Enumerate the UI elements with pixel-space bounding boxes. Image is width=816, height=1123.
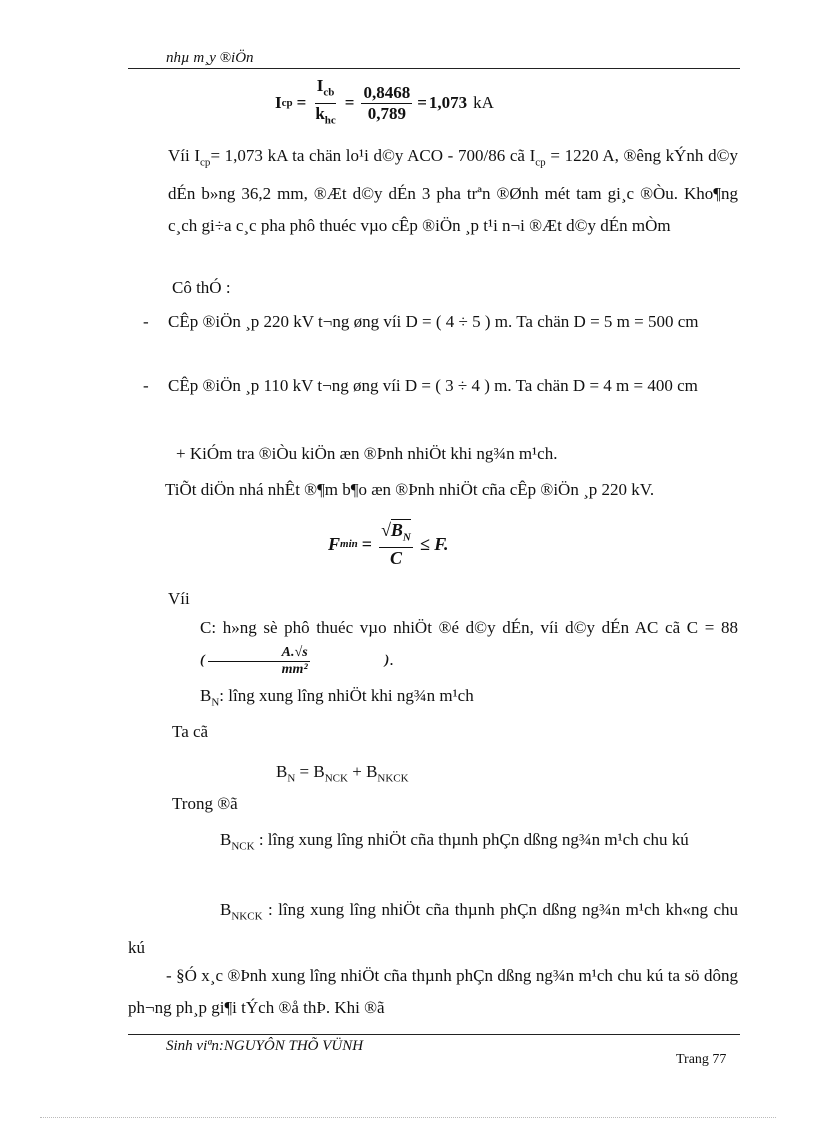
paragraph-voi: Víi <box>168 589 190 608</box>
paragraph-ta-co: Ta cã <box>172 722 209 741</box>
paragraph-1: Víi $I_{cp}= 1,073$ kA ta chän lo¹i d©y ACO - 700/86 cã $I_{cp} = 1220$ A, ®êng kÝnh d©y dÉn b»ng 36,2 mm, ®Æt d©y dÉn 3 pha trªn ®Ønh mét tam gi¸c ®Òu. Kho¶ng c¸ch gi÷a c¸c pha phô thuéc vµo cÊp ®iÖn ¸p t¹i n¬i ®Æt d©y dÉn mÒm <box>168 146 738 236</box>
equation-fmin: F min = $\frac{√B_N}{C}$ ≤ F. <box>328 519 449 569</box>
paragraph-bnck: $B_{NCK}$ : lîng xung lîng nhiÖt cña thµnh phÇn dßng ng¾n m¹ch chu kú <box>220 830 689 853</box>
header-rule <box>128 68 740 69</box>
paragraph-kiem-tra: + KiÓm tra ®iÒu kiÖn æn ®Þnh nhiÖt khi ng¾n m¹ch. <box>176 444 558 463</box>
bullet-marker-2: - <box>143 376 149 395</box>
paragraph-bn: $B_N$: lîng xung lîng nhiÖt khi ng¾n m¹ch <box>200 686 474 709</box>
page-header: nhµ m¸y ®iÖn <box>166 50 254 66</box>
paragraph-xac-dinh: - §Ó x¸c ®Þnh xung lîng nhiÖt cña thµnh phÇn dßng ng¾n m¹ch chu kú ta sö dông ph¬ng ph¸p gi¶i tÝch ®å thÞ. Khi ®ã <box>128 966 738 1017</box>
bullet-item-110kv: CÊp ®iÖn ¸p 110 kV t¬ng øng víi D = ( 3 ÷ 4 ) m. Ta chän D = 4 m = 400 cm <box>168 376 698 395</box>
paragraph-bnkck: $B_{NKCK}$ : lîng xung lîng nhiÖt cña thµnh phÇn dßng ng¾n m¹ch kh«ng chu kú <box>128 900 738 958</box>
footer-rule <box>128 1034 740 1035</box>
paragraph-hang-so-c: C: h»ng sè phô thuéc vµo nhiÖt ®é d©y dÉn, víi d©y dÉn AC cã C = 88 ( $\frac{A.√s}{\text{mm²}}$ ). <box>200 618 738 677</box>
bullet-item-220kv: CÊp ®iÖn ¸p 220 kV t¬ng øng víi D = ( 4 ÷ 5 ) m. Ta chän D = 5 m = 500 cm <box>168 312 699 331</box>
page-bottom-divider <box>40 1117 776 1118</box>
equation-bn-sum: $B_N = B_{NCK} + B_{NKCK}$ <box>276 762 409 785</box>
paragraph-tiet-dien: TiÕt diÖn nhá nhÊt ®¶m b¶o æn ®Þnh nhiÖt cña cÊp ®iÖn ¸p 220 kV. <box>165 480 655 499</box>
equation-icp: I cp = $\frac{I_{cb}}{k_{hc}}$ = $\frac{0,8468}{0,789}$ = 1,073 kA <box>275 76 494 126</box>
page-number: Trang 77 <box>676 1052 727 1067</box>
bullet-marker-1: - <box>143 312 149 331</box>
paragraph-cu-the: Cô thÓ : <box>172 278 231 297</box>
footer-student: Sinh viªn:NGUYÔN THÕ VÜNH <box>166 1038 364 1054</box>
paragraph-trong-do: Trong ®ã <box>172 794 238 813</box>
